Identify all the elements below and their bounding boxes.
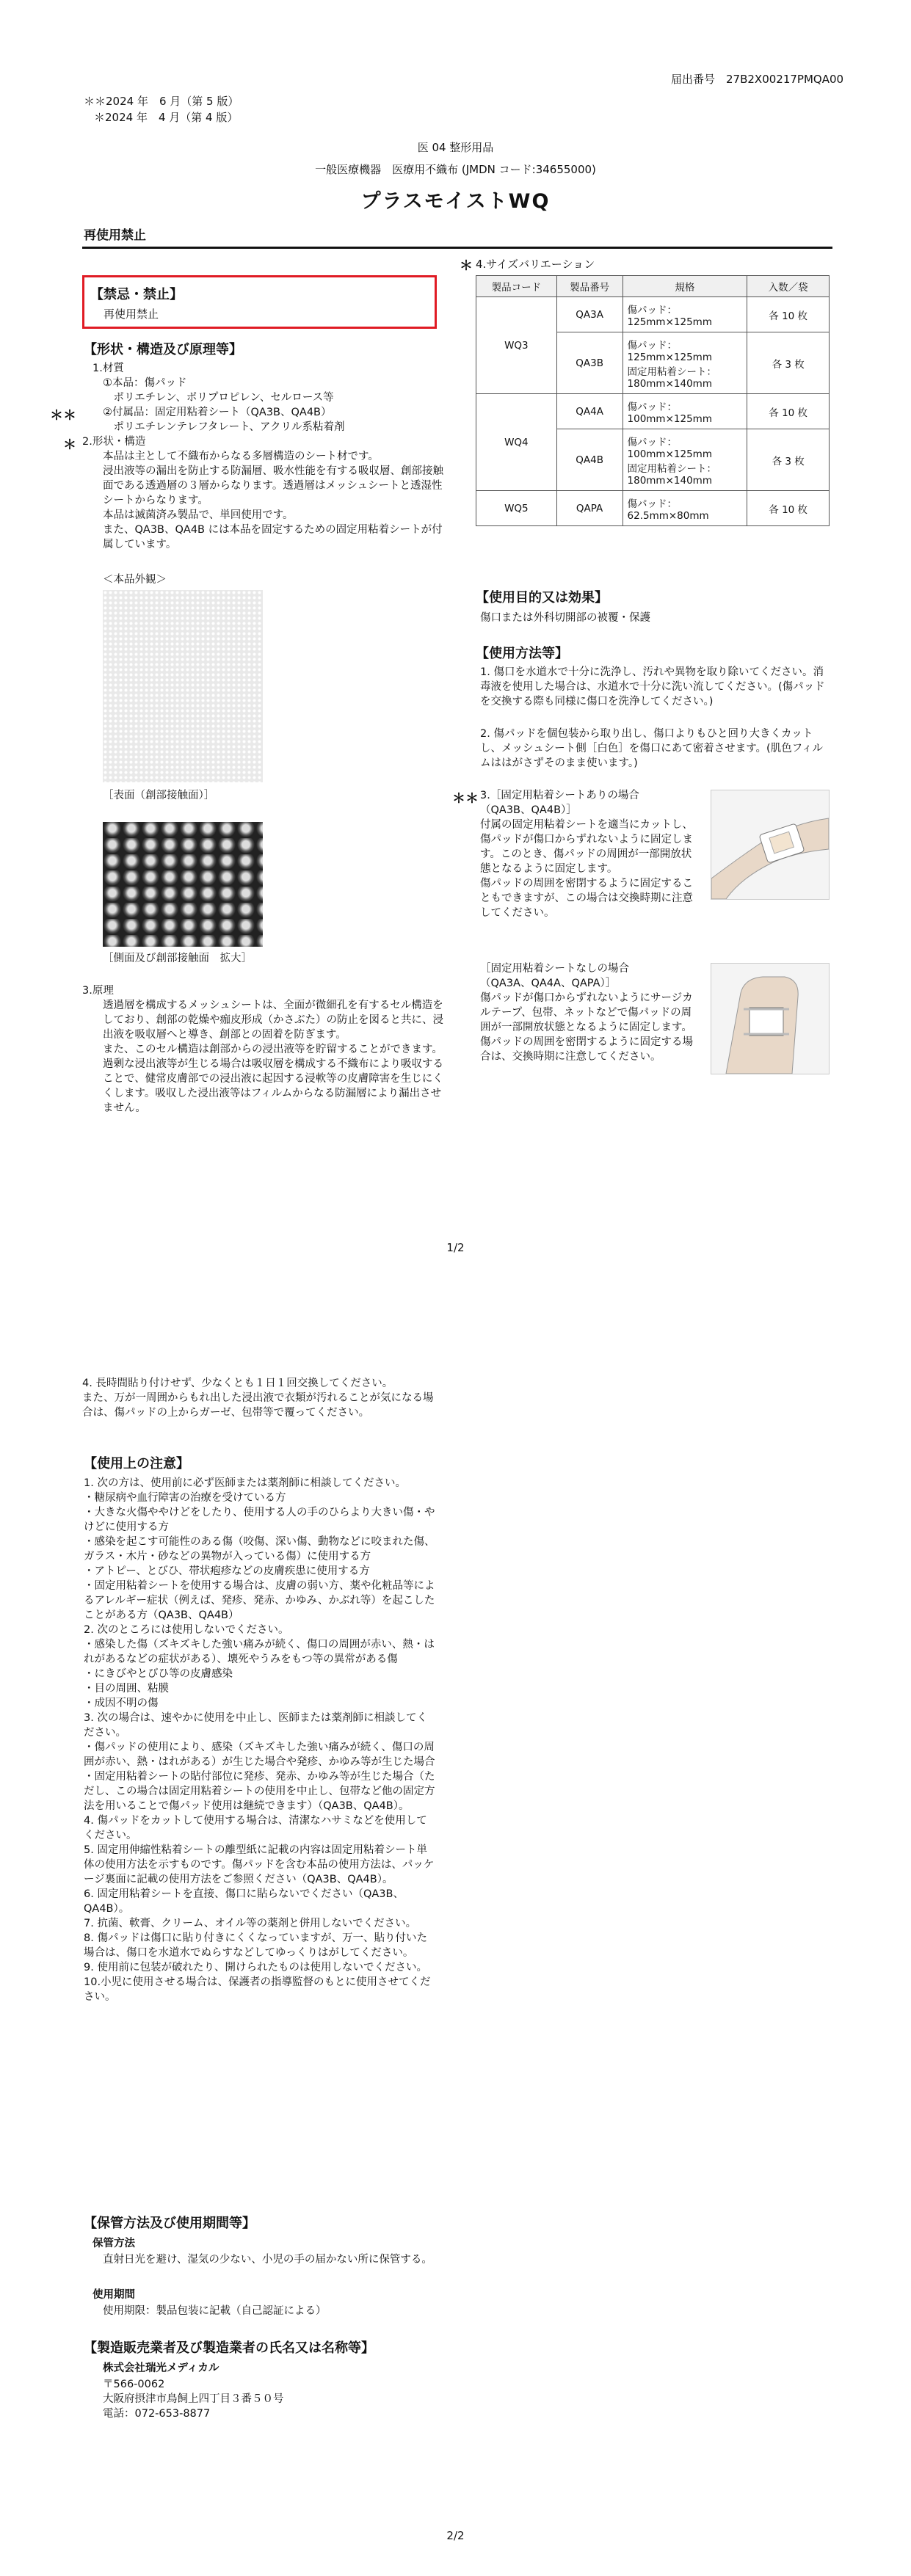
product-spec: 傷パッド： 100mm×125mm 固定用粘着シート： 180mm×140mm [623, 429, 747, 491]
outer-view-label: ＜本品外観＞ [103, 574, 167, 586]
shape-section-title: 【形状・構造及び原理等】 [84, 342, 242, 357]
material-item-1: ①本品：傷パッド ポリエチレン、ポリプロピレン、セルロース等 [103, 377, 334, 404]
size-table [476, 275, 830, 526]
size-section-title: 4.サイズバリエーション [476, 258, 595, 271]
method-step-4: 4. 長時間貼り付けせず、少なくとも１日１回交換してください。 また、万が一周囲からもれ出した浸出液で衣類が汚れることが気になる場合は、傷パッドの上からガーゼ、包帯等で覆ってください。 [82, 1378, 434, 1419]
product-code: WQ4 [476, 394, 557, 491]
pad-surface-image [103, 590, 263, 782]
purpose-body: 傷口または外科切開部の被覆・保護 [480, 612, 650, 624]
method-step-3-with-sheet: 3.［固定用粘着シートありの場合 （QA3B、QA4B）］ 付属の固定用粘着シートを適当にカットし、傷パッドが傷口からずれないように固定します。このとき、傷パッドの周囲が一部開放状態となるように固定します。 傷パッドの周囲を密閉するように固定することもできますが、この場合は交換時期に注意してください。 [480, 790, 693, 919]
product-number: QA4B [556, 429, 623, 491]
material-heading: 1.材質 [92, 363, 124, 374]
product-spec: 傷パッド： 125mm×125mm 固定用粘着シート： 180mm×140mm [623, 332, 747, 394]
leg-application-image [711, 963, 830, 1074]
contraindication-body: 再使用禁止 [104, 308, 159, 321]
cautions-body: 1. 次の方は、使用前に必ず医師または薬剤師に相談してください。 ・糖尿病や血行障害の治療を受けている方 ・大きな火傷ややけどをしたり、使用する人の手のひらより大きい傷・やけどに使用する方 ・感染を起こす可能性のある傷（咬傷、深い傷、動物などに咬まれた傷、ガラス・木片・砂などの異物が入っている傷）に使用する方 ・アトピー、とびひ、帯状疱疹などの皮膚疾患に使用する方 ・固定用粘着シートを使用する場合は、皮膚の弱い方、薬や化粧品等によるアレルギー症状（例えば、発疹、発赤、かゆみ、かぶれ等）を起こしたことがある方（QA3B、QA4B） 2. 次のところには使用しないでください。 ・感染した傷（ズキズキした強い痛みが続く、傷口の周囲が赤い、熱・はれがあるなどの症状がある）、壊死やうみをもつ等の異常がある傷 ・にきびやとびひ等の皮膚感染 ・目の周囲、粘膜 ・成因不明の傷 3. 次の場合は、速やかに使用を中止し、医師または薬剤師に相談してください。 ・傷パッドの使用により、感染（ズキズキした強い痛みが続く、傷口の周囲が赤い、熱・はれがある）が生じた場合や発疹、かゆみ等が生じた場合 ・固定用粘着シートの貼付部位に発疹、発赤、かゆみ等が生じた場合（ただし、この場合は固定用粘着シートの使用を中止し、包帯など他の固定方法を用いることで傷パッド使用は継続できます）（QA3B、QA4B）。 4. 傷パッドをカットして使用する場合は、清潔なハサミなどを使用してください。 5. 固定用伸縮性粘着シートの離型紙に記載の内容は固定用粘着シート単体の使用方法を示すものです。傷パッドを含む本品の使用方法は、パッケージ裏面に記載の使用方法をご参照ください（QA3B、QA4B）。 6. 固定用粘着シートを直接、傷口に貼らないでください（QA3B、QA4B）。 7. 抗菌、軟膏、クリーム、オイル等の薬剤と併用しないでください。 8. 傷パッドは傷口に貼り付きにくくなっていますが、万一、貼り付いた場合は、傷口を水道水でぬらすなどしてゆっくりはがしてください。 9. 使用前に包装が破れたり、開けられたものは使用しないでください。 10.小児に使用させる場合は、保護者の指導監督のもとに使用させてください。 [84, 1477, 435, 2003]
maker-zip: 〒566-0062 [103, 2379, 165, 2390]
revision-mark: ＊＊ [452, 791, 479, 807]
page-number: 1/2 [446, 1241, 465, 1254]
classification: 一般医療機器 医療用不織布 (JMDN コード:34655000) [315, 163, 596, 176]
method-title: 【使用方法等】 [476, 646, 568, 661]
product-spec: 傷パッド： 125mm×125mm [623, 297, 747, 332]
purpose-title: 【使用目的又は効果】 [476, 590, 608, 605]
maker-tel: 電話：072-653-8877 [103, 2408, 211, 2420]
product-number: QAPA [556, 491, 623, 526]
storage-method-heading: 保管方法 [92, 2238, 135, 2249]
product-number: QA3A [556, 297, 623, 332]
material-item-2: ②付属品：固定用粘着シート（QA3B、QA4B） ポリエチレンテレフタレート、アクリル系粘着剤 [103, 407, 345, 433]
product-number: QA4A [556, 394, 623, 429]
size-table-header: 入数／袋 [747, 276, 830, 297]
product-code: WQ3 [476, 297, 557, 394]
side-caption: ［側面及び創部接触面 拡大］ [103, 953, 252, 964]
page-number: 2/2 [446, 2529, 465, 2542]
size-table-header: 製品番号 [556, 276, 623, 297]
contraindication-title: 【禁忌・禁止】 [90, 287, 183, 302]
product-quantity: 各 3 枚 [747, 332, 830, 394]
maker-name: 株式会社瑞光メディカル [103, 2362, 219, 2374]
method-step-1: 1. 傷口を水道水で十分に洗浄し、汚れや異物を取り除いてください。消毒液を使用した場合は、水道水で十分に洗い流してください。(傷パッドを交換する際も同様に傷口を洗浄してください。) [480, 666, 825, 707]
header-divider [82, 247, 832, 249]
product-number: QA3B [556, 332, 623, 394]
usage-period-body: 使用期限：製品包装に記載（自己認証による） [103, 2305, 327, 2317]
product-quantity: 各 3 枚 [747, 429, 830, 491]
revision-date-5: ＊＊2024 年 6 月（第 5 版） [84, 95, 239, 108]
arm-application-image [711, 790, 830, 900]
page-2 [0, 1288, 911, 2576]
product-spec: 傷パッド： 62.5mm×80mm [623, 491, 747, 526]
cautions-title: 【使用上の注意】 [84, 1456, 189, 1471]
revision-mark: ＊ [63, 437, 76, 453]
pad-side-enlarged-image [103, 822, 263, 947]
registration-number: 届出番号 27B2X00217PMQA00 [671, 73, 844, 86]
product-spec: 傷パッド： 100mm×125mm [623, 394, 747, 429]
method-step-3-without-sheet: ［固定用粘着シートなしの場合 （QA3A、QA4A、QAPA）］ 傷パッドが傷口からずれないようにサージカルテープ、包帯、ネットなどで傷パッドの周囲が一部開放状態となるように固定します。 傷パッドの周囲を密閉するように固定する場合は、交換時期に注意してください。 [480, 963, 693, 1063]
product-quantity: 各 10 枚 [747, 394, 830, 429]
storage-title: 【保管方法及び使用期間等】 [84, 2216, 255, 2231]
surface-caption: ［表面（創部接触面）］ [103, 790, 215, 801]
size-table-header: 規格 [623, 276, 747, 297]
revision-date-4: ＊2024 年 4 月（第 4 版） [94, 111, 239, 124]
category: 医 04 整形用品 [417, 141, 494, 154]
reuse-prohibited-label: 再使用禁止 [84, 228, 146, 243]
contraindication-box [82, 275, 437, 329]
revision-mark: ＊＊ [50, 408, 76, 423]
product-quantity: 各 10 枚 [747, 297, 830, 332]
structure-body: 本品は主として不織布からなる多層構造のシート材です。 浸出液等の漏出を防止する防漏層、吸水性能を有する吸収層、創部接触面である透過層の３層からなります。透過層はメッシュシートと透湿性シートからなります。 本品は滅菌済み製品で、単回使用です。 また、QA3B、QA4B には本品を固定するための固定用粘着シートが付属しています。 [103, 451, 443, 550]
maker-title: 【製造販売業者及び製造業者の氏名又は名称等】 [84, 2340, 374, 2356]
usage-period-heading: 使用期間 [92, 2289, 135, 2301]
maker-address: 大阪府摂津市鳥飼上四丁目３番５０号 [103, 2393, 284, 2405]
method-step-2: 2. 傷パッドを個包装から取り出し、傷口よりもひと回り大きくカットし、メッシュシート側［白色］を傷口にあて密着させます。(肌色フィルムははがさずそのまま使います。) [480, 728, 824, 769]
principle-body: 透過層を構成するメッシュシートは、全面が微細孔を有するセル構造をしており、創部の乾燥や痂皮形成（かさぶた）の防止を図ると共に、浸出液を吸収層へと導き、創部との固着を防ぎます。 また、このセル構造は創部からの浸出液等を貯留することができます。過剰な浸出液等が生じる場合は吸収層を構成する不織布により吸収することで、健常皮膚部での浸出液に起因する浸軟等の皮膚障害を生じにくくします。吸収した浸出液等はフィルムからなる防漏層により漏出させません。 [103, 1000, 443, 1114]
size-table-header: 製品コード [476, 276, 557, 297]
structure-heading: 2.形状・構造 [82, 436, 146, 448]
principle-heading: 3.原理 [82, 985, 114, 997]
revision-mark: ＊ [460, 258, 473, 274]
product-quantity: 各 10 枚 [747, 491, 830, 526]
product-code: WQ5 [476, 491, 557, 526]
storage-method-body: 直射日光を避け、湿気の少ない、小児の手の届かない所に保管する。 [103, 2254, 432, 2266]
product-name: プラスモイストWQ [360, 190, 551, 213]
